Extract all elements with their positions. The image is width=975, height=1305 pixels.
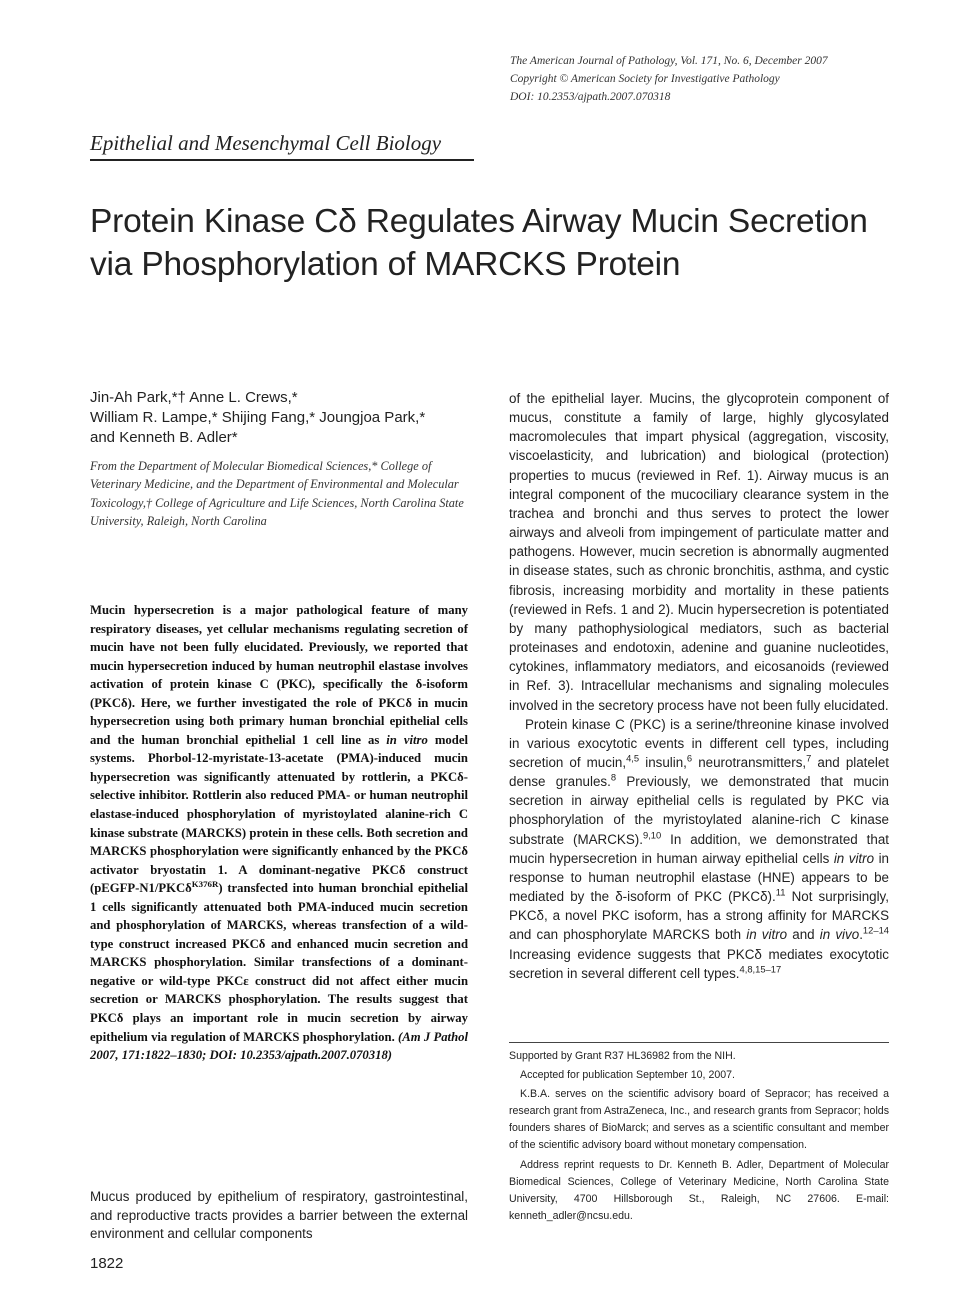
reference-superscript: 4,8,15–17 — [739, 964, 782, 975]
reference-superscript: 8 — [610, 772, 617, 783]
journal-header — [510, 52, 910, 106]
body-text: insulin, — [639, 754, 687, 770]
section-heading: Epithelial and Mesenchymal Cell Biology — [90, 131, 442, 155]
body-paragraph-1: of the epithelial layer. Mucins, the glycoprotein component of mucus, constitute a family of large, highly glycosylated macromolecules that impart physical (aggregation, viscosity, viscoelasticity, and lubrication) and biological (protection) properties to mucus (reviewed in Ref. 1). Airway mucus is an integral component of the mucociliary clearance system in the trachea and bronchi and thus serves to protect the lower airways and alveoli from impingement of particulate matter and pathogens. However, mucin secretion is abnormally augmented in disease states, such as chronic bronchitis, asthma, and cystic fibrosis, increasing morbidity and mortality in these patients (reviewed in Refs. 1 and 2). Mucin hypersecretion is potentiated by many pathophysiological mediators, such as bacterial proteinases and endotoxin, adenine and guanine nucleotides, cytokines, inflammatory mediators, and eicosanoids (reviewed in Ref. 3). Intracellular mechanisms and signaling molecules involved in the secretory process have not been fully elucidated. — [509, 391, 889, 713]
abstract-citation: (Am J Pathol 2007, 171:1822–1830; DOI: 10.2353/ajpath.2007.070318) — [90, 1029, 469, 1063]
accepted-footnote: Accepted for publication September 10, 2007. — [520, 1069, 735, 1082]
journal-citation: The American Journal of Pathology, Vol. 171, No. 6, December 2007 — [510, 55, 828, 67]
abstract-in-vitro: in vitro — [386, 732, 428, 747]
body-text: Protein kinase C (PKC) is a serine/threonine kinase involved in various exocytotic events in different cell types, including secretion of mucin, — [509, 716, 889, 770]
right-column-body — [509, 389, 889, 983]
body-text: in response to human neutrophil elastase (HNE) appears to be mediated by the δ-isoform of PKC (PKCδ). — [509, 850, 889, 905]
body-paragraph-2 — [509, 715, 889, 983]
footnote-divider — [509, 1042, 889, 1043]
italic-term: in vitro — [833, 850, 875, 866]
reference-superscript: 9,10 — [642, 830, 662, 841]
abstract-text-1: Mucin hypersecretion is a major pathological feature of many respiratory diseases, yet cellular mechanisms regulating secretion of mucin have not been fully elucidated. Previously, we reported that mucin hypersecretion induced by human neutrophil elastase involves activation of protein kinase C (PKC), specifically the δ-isoform (PKCδ). Here, we further investigated the role of PKCδ in mucin hypersecretion using both primary human bronchial epithelial cells and the human bronchial epithelial 1 cell line as — [90, 603, 468, 747]
italic-term: in vitro — [746, 927, 788, 943]
doi-line: DOI: 10.2353/ajpath.2007.070318 — [510, 91, 671, 103]
copyright-line: Copyright © American Society for Investigative Pathology — [510, 73, 780, 85]
abstract-mutant-superscript: K376R — [191, 878, 219, 889]
body-text: Increasing evidence suggests that PKCδ mediates exocytotic secretion in several different cell types. — [509, 946, 889, 981]
authors-line-2: William R. Lampe,* Shijing Fang,* Joungjoa Park,* — [90, 409, 426, 426]
authors-line-1: Jin-Ah Park,*† Anne L. Crews,* — [90, 389, 298, 406]
italic-term: in vivo — [819, 927, 860, 943]
body-text: and — [787, 927, 820, 943]
disclosure-footnote: K.B.A. serves on the scientific advisory board of Sepracor; has received a research grant from AstraZeneca, Inc., and research grants from Sepracor; holds founders shares of BioMarck; and serves as a scientific consultant and member of the scientific advisory board without monetary compensation. — [509, 1088, 889, 1152]
body-text: and platelet dense granules. — [509, 754, 889, 790]
funding-footnote: Supported by Grant R37 HL36982 from the NIH. — [509, 1050, 736, 1062]
body-text: Previously, we demonstrated that mucin secretion in airway epithelial cells is regulated by PKC via phosphorylation of the myristoylated alanine-rich C kinase substrate (MARCKS). — [509, 774, 889, 847]
section-underline — [90, 159, 474, 161]
body-text: In addition, we demonstrated that mucin hypersecretion in human airway epithelial cells — [509, 831, 890, 866]
reprint-footnote: Address reprint requests to Dr. Kenneth B. Adler, Department of Molecular Biomedical Sciences, College of Veterinary Medicine, North Carolina State University, 4700 Hillsborough St., Raleigh, NC 27606. E-mail: kenneth_adler@ncsu.edu. — [509, 1158, 889, 1222]
author-list — [90, 388, 490, 448]
reference-superscript: 6 — [686, 753, 693, 764]
authors-line-3: and Kenneth B. Adler* — [90, 429, 238, 446]
reference-superscript: 7 — [806, 753, 812, 764]
body-text: . — [859, 927, 863, 943]
affiliation: From the Department of Molecular Biomedical Sciences,* College of Veterinary Medicine, and the Department of Environmental and Molecular Toxicology,† College of Agriculture and Life Sciences, North Carolina State University, Raleigh, North Carolina — [90, 459, 464, 528]
abstract-text-3: ) transfected into human bronchial epithelial 1 cells significantly attenuated both PMA-induced mucin secretion and phosphorylation of MARCKS, whereas transfection of a wild-type construct increased PKCδ and enhanced mucin secretion and MARCKS phosphorylation. Similar transfections of a dominant-negative or wild-type PKCε construct did not affect either mucin secretion or MARCKS phosphorylation. The results suggest that PKCδ plays an important role in mucin secretion by airway epithelium via regulation of MARCKS phosphorylation. — [90, 881, 468, 1044]
introduction-left-column: Mucus produced by epithelium of respiratory, gastrointestinal, and reproductive tracts provides a barrier between the external environment and cellular components — [90, 1189, 468, 1241]
title-line-1: Protein Kinase Cδ Regulates Airway Mucin Secretion — [90, 203, 868, 240]
title-line-2: via Phosphorylation of MARCKS Protein — [90, 246, 681, 283]
body-text: neurotransmitters, — [692, 754, 807, 770]
abstract — [90, 601, 468, 1065]
reference-superscript: 11 — [775, 887, 786, 898]
reference-superscript: 4,5 — [626, 753, 640, 764]
footnotes — [509, 1048, 889, 1227]
abstract-text-2: model systems. Phorbol-12-myristate-13-acetate (PMA)-induced mucin hypersecretion was significantly attenuated by rottlerin, a PKCδ-selective inhibitor. Rottlerin also reduced PMA- or human neutrophil elastase-induced phosphorylation of myristoylated alanine-rich C kinase substrate (MARCKS) protein in these cells. Both secretion and MARCKS phosphorylation were significantly enhanced by the PKCδ activator bryostatin 1. A dominant-negative PKCδ construct (pEGFP-N1/PKCδ — [90, 732, 468, 896]
page-number: 1822 — [90, 1255, 124, 1272]
body-text: Not surprisingly, PKCδ, a novel PKC isoform, has a strong affinity for MARCKS and can phosphorylate MARCKS both — [509, 889, 889, 943]
reference-superscript: 12–14 — [862, 925, 889, 936]
article-title — [90, 200, 910, 286]
